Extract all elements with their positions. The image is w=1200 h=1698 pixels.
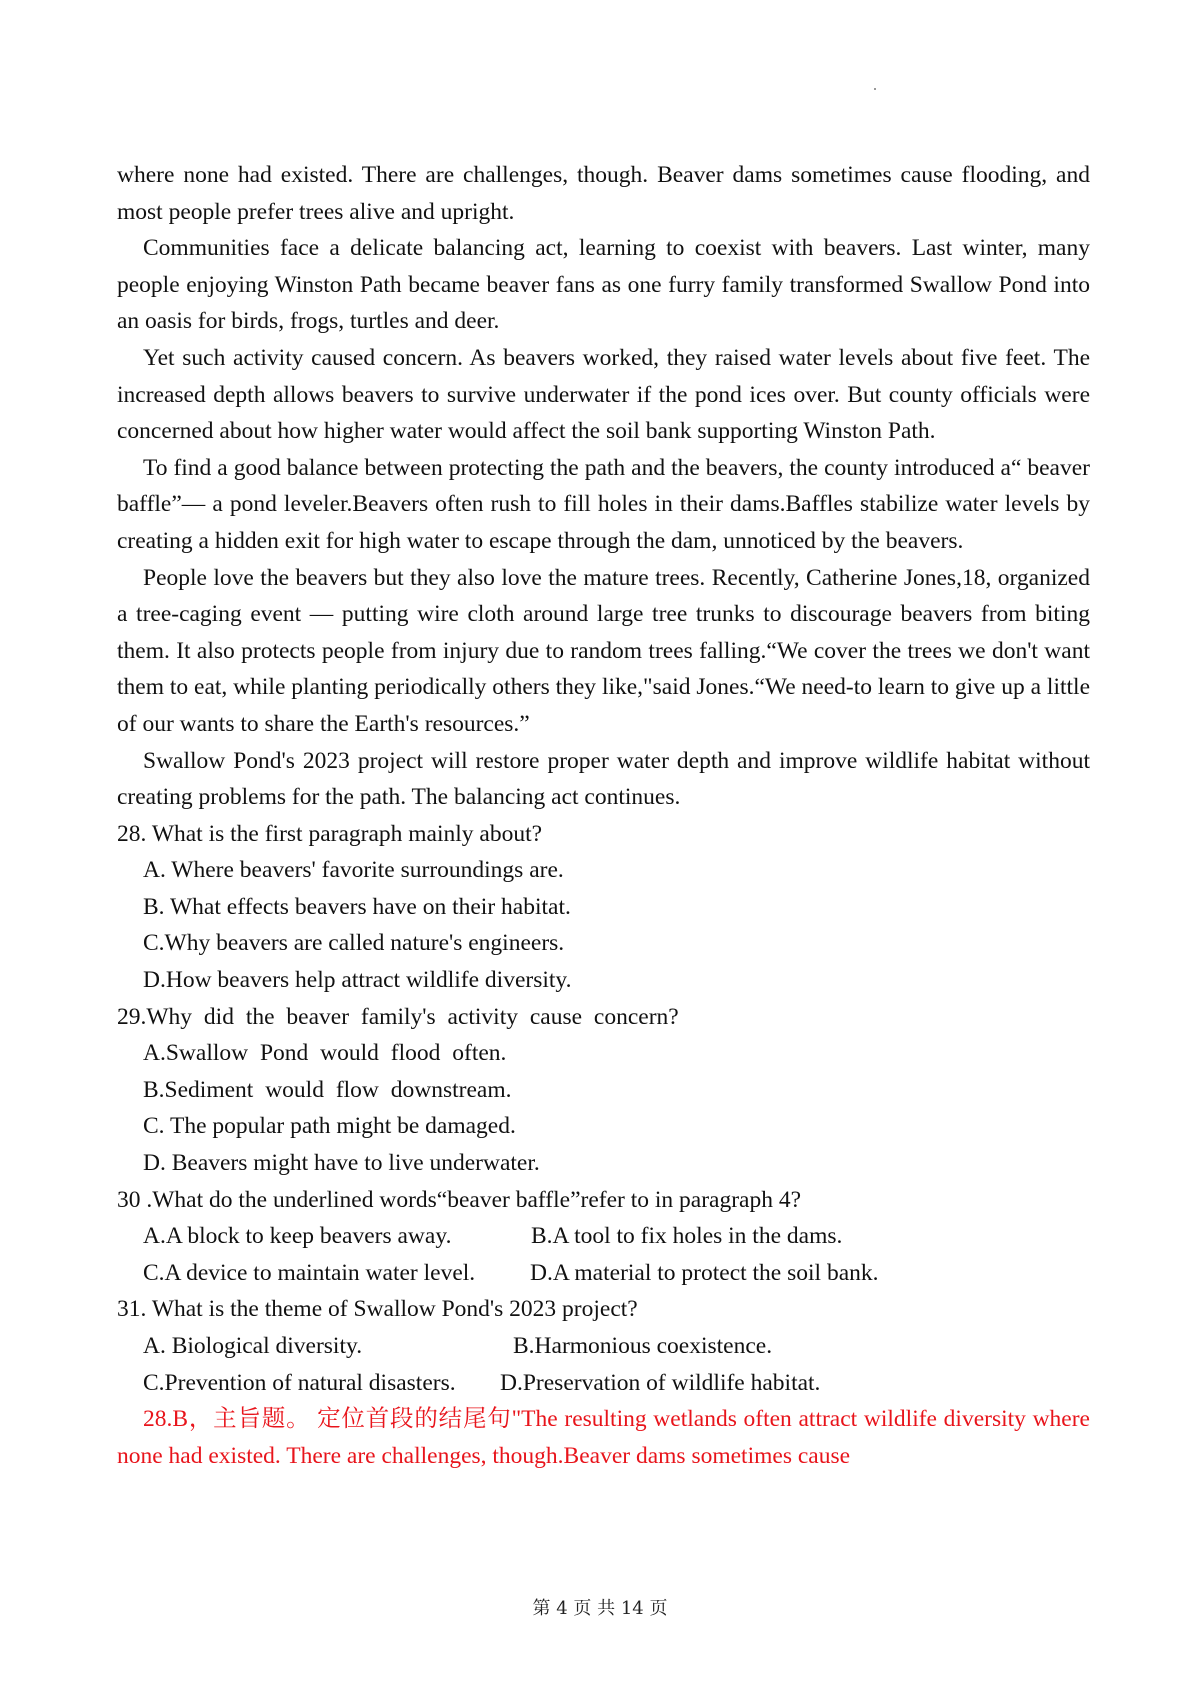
option-c: C. The popular path might be damaged. bbox=[143, 1113, 516, 1140]
option-row-cd bbox=[117, 1365, 1090, 1402]
option-row-ab bbox=[117, 1218, 1090, 1255]
option-a: A.A block to keep beavers away. bbox=[143, 1223, 452, 1250]
option-d: D.How beavers help attract wildlife diversity. bbox=[143, 967, 572, 994]
option-b: B.Harmonious coexistence. bbox=[513, 1333, 773, 1359]
option-a: A. Where beavers' favorite surroundings are. bbox=[143, 857, 564, 884]
question-stem: 28. What is the first paragraph mainly about? bbox=[117, 820, 543, 847]
passage-paragraph-3: To find a good balance between protecting the path and the beavers, the county introduced a“ beaver baffle”— a pond leveler.Beavers often rush to fill holes in their dams.Baffles stabilize water levels by creating a hidden exit for high water to escape through the dam, unnoticed by the beavers. bbox=[117, 454, 1090, 554]
option-b: B. What effects beavers have on their habitat. bbox=[143, 893, 571, 920]
question-29 bbox=[117, 999, 1090, 1182]
passage-paragraph-2: Yet such activity caused concern. As beavers worked, they raised water levels about five feet. The increased depth allows beavers to survive underwater if the pond ices over. But county officials were concerned about how higher water would affect the soil bank supporting Winston Path. bbox=[117, 344, 1090, 445]
option-d: D.Preservation of wildlife habitat. bbox=[500, 1369, 821, 1396]
question-30 bbox=[117, 1182, 1090, 1292]
option-row-cd bbox=[117, 1255, 1090, 1292]
passage-paragraph-1: Communities face a delicate balancing act, learning to coexist with beavers. Last winter, many people enjoying Winston Path became beaver fans as one furry family transformed Swallow Pond into an oasis for birds, frogs, turtles and deer. bbox=[117, 235, 1090, 335]
page-content bbox=[117, 157, 1090, 1474]
question-stem: 31. What is the theme of Swallow Pond's 2023 project? bbox=[117, 1296, 638, 1323]
option-c: C.Why beavers are called nature's engineers. bbox=[143, 930, 565, 957]
question-stem: 30 .What do the underlined words“beaver baffle”refer to in paragraph 4? bbox=[117, 1186, 802, 1213]
option-d: D.A material to protect the soil bank. bbox=[530, 1259, 879, 1286]
question-31 bbox=[117, 1291, 1090, 1401]
passage-paragraph-5: Swallow Pond's 2023 project will restore proper water depth and improve wildlife habitat without creating problems for the path. The balancing act continues. bbox=[117, 747, 1090, 811]
option-c: C.A device to maintain water level. bbox=[143, 1259, 476, 1286]
option-b: B.A tool to fix holes in the dams. bbox=[531, 1223, 843, 1250]
question-stem: 29.Why did the beaver family's activity cause concern? bbox=[117, 1003, 679, 1030]
passage-paragraph-0: where none had existed. There are challenges, though. Beaver dams sometimes cause flooding, and most people prefer trees alive and upright. bbox=[117, 162, 1090, 225]
question-28 bbox=[117, 816, 1090, 999]
option-a: A. Biological diversity. bbox=[143, 1333, 363, 1359]
option-c: C.Prevention of natural disasters. bbox=[143, 1369, 456, 1396]
option-row-ab bbox=[117, 1328, 1090, 1365]
answer-explanation: 28.B，主旨题。 定位首段的结尾句"The resulting wetlands often attract wildlife diversity where none had existed. There are challenges, though.Beaver dams sometimes cause bbox=[117, 1406, 1090, 1469]
option-a: A.Swallow Pond would flood often. bbox=[143, 1040, 507, 1067]
option-d: D. Beavers might have to live underwater. bbox=[143, 1150, 540, 1177]
page-number-footer: 第 4 页 共 14 页 bbox=[532, 1598, 668, 1619]
option-b: B.Sediment would flow downstream. bbox=[143, 1076, 512, 1103]
passage-paragraph-4: People love the beavers but they also love the mature trees. Recently, Catherine Jones,18, organized a tree-caging event — putting wire cloth around large tree trunks to discourage beavers from biting them. It also protects people from injury due to random trees falling.“We cover the trees we don't want them to eat, while planting periodically others they like,"said Jones.“We need-to learn to give up a little of our wants to share the Earth's resources.” bbox=[117, 564, 1090, 737]
scan-speck bbox=[874, 88, 876, 90]
